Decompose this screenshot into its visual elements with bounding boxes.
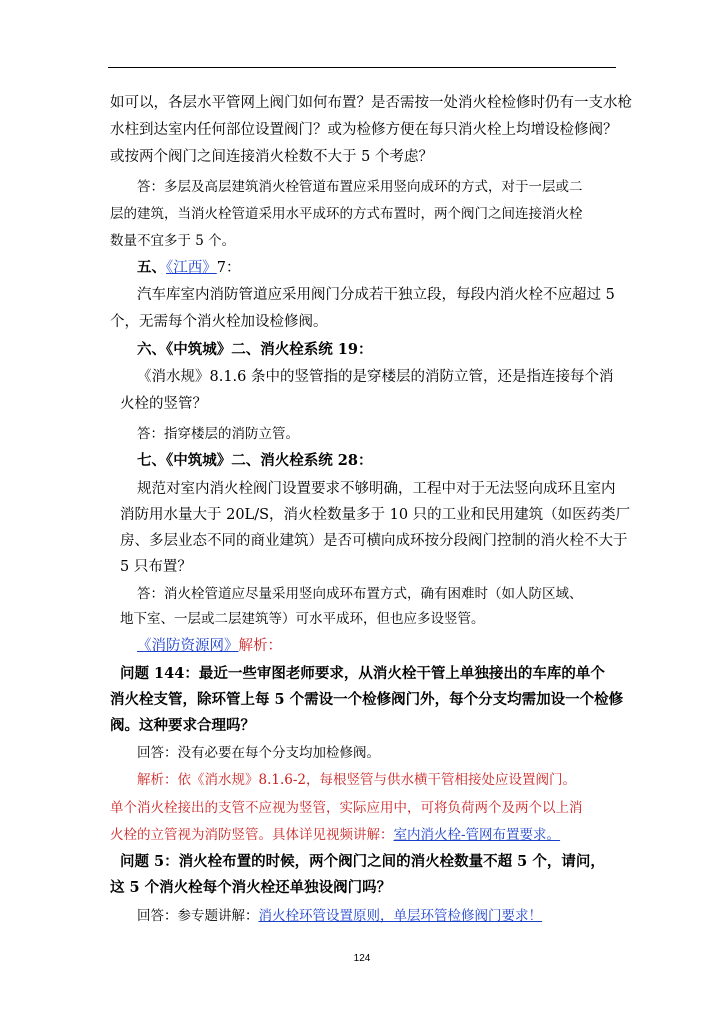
section-5-number: 五、	[137, 259, 166, 276]
answer-line: 数量不宜多于 5 个。	[110, 233, 236, 249]
text-line: 水柱到达室内任何部位设置阀门？或为检修方便在每只消火栓上均增设检修阀？	[110, 122, 618, 138]
answer-text: 回答：参专题讲解：	[137, 908, 259, 924]
text-line: 房、多层业态不同的商业建筑）是否可横向成环按分段阀门控制的消火栓不大于	[120, 533, 628, 549]
section-6-heading: 六、《中筑城》二、消火栓系统 19：	[137, 341, 373, 358]
question-line: 这 5 个消火栓每个消火栓还单独设阀门吗？	[110, 879, 392, 896]
video-link[interactable]: 室内消火栓-管网布置要求。	[393, 827, 561, 843]
answer-line	[137, 906, 542, 926]
section-5-suffix: 7：	[216, 260, 241, 276]
analysis-line: 单个消火栓接出的支管不应视为竖管，实际应用中，可将负荷两个及两个以上消	[110, 800, 583, 816]
text-line: 5 只布置？	[120, 559, 192, 575]
question-line: 问题 5：消火栓布置的时候，两个阀门之间的消火栓数量不超 5 个，请问，	[120, 853, 605, 870]
text-line: 《消水规》8.1.6 条中的竖管指的是穿楼层的消防立管，还是指连接每个消	[137, 369, 614, 385]
answer-line: 回答：没有必要在每个分支均加检修阀。	[137, 745, 380, 761]
xiaofang-ziyuan-link[interactable]: 《消防资源网》	[137, 638, 239, 654]
answer-line: 答：多层及高层建筑消火栓管道布置应采用竖向成环的方式，对于一层或二	[137, 179, 583, 195]
answer-line: 答：指穿楼层的消防立管。	[137, 426, 299, 442]
answer-line: 地下室、一层或二层建筑等）可水平成环，但也应多设竖管。	[120, 611, 485, 627]
answer-line: 答：消火栓管道应尽量采用竖向成环布置方式，确有困难时（如人防区域、	[137, 586, 583, 602]
section-5-heading	[137, 258, 240, 278]
source-suffix: 解析：	[238, 638, 282, 654]
header-rule	[108, 67, 616, 68]
answer-line: 层的建筑，当消火栓管道采用水平成环的方式布置时，两个阀门之间连接消火栓	[110, 206, 583, 222]
section-7-heading: 七、《中筑城》二、消火栓系统 28：	[137, 452, 373, 469]
text-line: 或按两个阀门之间连接消火栓数不大于 5 个考虑？	[110, 149, 433, 165]
text-line: 火栓的竖管？	[120, 396, 207, 412]
analysis-line	[110, 825, 560, 845]
topic-link[interactable]: 消火栓环管设置原则，单层环管检修阀门要求！	[258, 908, 542, 924]
text-line: 汽车库室内消防管道应采用阀门分成若干独立段，每段内消火栓不应超过 5	[137, 287, 615, 303]
text-line: 消防用水量大于 20L/S，消火栓数量多于 10 只的工业和民用建筑（如医药类厂	[120, 507, 631, 523]
question-line: 问题 144：最近一些审图老师要求，从消火栓干管上单独接出的车库的单个	[120, 665, 605, 682]
question-line: 阀。这种要求合理吗？	[110, 717, 255, 734]
jiangxi-link[interactable]: 《江西》	[166, 260, 217, 276]
page-number: 124	[353, 953, 371, 964]
text-line: 规范对室内消火栓阀门设置要求不够明确，工程中对于无法竖向成环且室内	[137, 481, 616, 497]
analysis-text: 火栓的立管视为消防竖管。具体详见视频讲解：	[110, 827, 394, 843]
source-heading	[137, 636, 282, 656]
question-line: 消火栓支管，除环管上每 5 个需设一个检修阀门外，每个分支均需加设一个检修	[110, 691, 624, 708]
text-line: 个，无需每个消火栓加设检修阀。	[110, 314, 328, 330]
analysis-line: 解析：依《消水规》8.1.6-2，每根竖管与供水横干管相接处应设置阀门。	[137, 772, 576, 788]
text-line: 如可以，各层水平管网上阀门如何布置？是否需按一处消火栓检修时仍有一支水枪	[110, 95, 632, 111]
